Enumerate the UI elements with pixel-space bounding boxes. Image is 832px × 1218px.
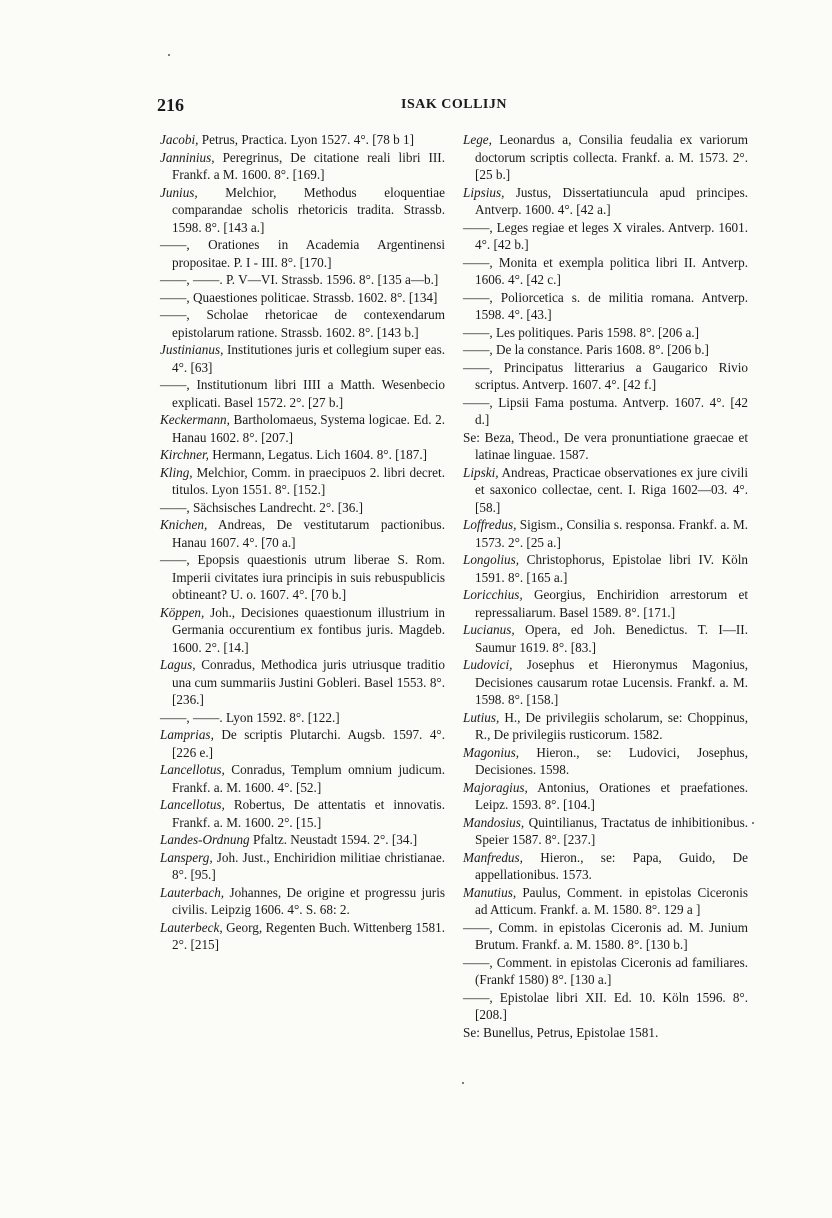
entry-text: Se: Beza, Theod., De vera pronuntiatione graecae et latinae linguae. 1587. — [463, 429, 748, 462]
bibliography-entry — [160, 236, 445, 271]
entry-author: Ludovici, — [463, 657, 513, 672]
entry-author: Lamprias, — [160, 727, 214, 742]
bibliography-entry — [463, 464, 748, 517]
entry-text: ——, Principatus litterarius a Gaugarico Rivio scriptus. Antverp. 1607. 4°. [42 f.] — [463, 359, 748, 392]
bibliography-entry — [463, 394, 748, 429]
entry-text: Bartholomaeus, Systema logicae. Ed. 2. Hanau 1602. 8°. [207.] — [172, 412, 445, 445]
bibliography-entry — [463, 814, 748, 849]
bibliography-entry — [160, 849, 445, 884]
bibliography-entry — [463, 919, 748, 954]
entry-text: Robertus, De attentatis et innovatis. Frankf. a. M. 1600. 2°. [15.] — [172, 797, 445, 830]
entry-text: Antonius, Orationes et praefationes. Leipz. 1593. 8°. [104.] — [475, 779, 748, 812]
left-column — [160, 131, 445, 954]
bibliography-entry — [463, 709, 748, 744]
bibliography-entry — [463, 779, 748, 814]
bibliography-entry — [160, 446, 445, 464]
bibliography-entry — [463, 551, 748, 586]
entry-text: H., De privilegiis scholarum, se: Choppinus, R., De privilegiis rusticorum. 1582. — [475, 709, 748, 742]
entry-author: Lege, — [463, 132, 492, 147]
entry-text: ——, De la constance. Paris 1608. 8°. [206 b.] — [463, 342, 709, 357]
bibliography-entry — [160, 831, 445, 849]
entry-text: ——, Epistolae libri XII. Ed. 10. Köln 1596. 8°. [208.] — [463, 989, 748, 1022]
entry-author: Lauterbach, — [160, 884, 225, 900]
bibliography-entry — [463, 341, 748, 359]
entry-text: Conradus, Templum omnium judicum. Frankf. a. M. 1600. 4°. [52.] — [172, 762, 445, 795]
bibliography-entry — [463, 884, 748, 919]
bibliography-entry — [160, 604, 445, 657]
entry-text: Joh., Decisiones quaestionum illustrium in Germania occurentium ex fontibus juris. Magdeb. 1600. 2°. [14.] — [172, 604, 445, 655]
bibliography-entry — [160, 131, 445, 149]
entry-text: ——, Epopsis quaestionis utrum liberae S. Rom. Imperii civitates iura principis in suis rebuspublicis obtineant? U. o. 1607. 4°. [70 b.] — [160, 552, 445, 602]
entry-author: Keckermann, — [160, 412, 230, 427]
entry-text: ——, Comment. in epistolas Ciceronis ad familiares. (Frankf 1580) 8°. [130 a.] — [463, 954, 748, 987]
bibliography-entry — [160, 376, 445, 411]
entry-text: ——, Lipsii Fama postuma. Antverp. 1607. 4°. [42 d.] — [463, 394, 748, 427]
entry-text: ——, ——. Lyon 1592. 8°. [122.] — [160, 709, 340, 725]
bibliography-entry — [160, 796, 445, 831]
entry-text: Andreas, Practicae observationes ex jure civili et saxonico collectae, cent. I. Riga 1602—03. 4°. [58.] — [475, 464, 748, 515]
bibliography-entry — [160, 184, 445, 237]
page-header — [157, 95, 752, 117]
entry-author: Loricchius, — [463, 587, 523, 602]
page-number: 216 — [157, 95, 184, 115]
entry-text: Joh. Just., Enchiridion militiae christianae. 8°. [95.] — [172, 849, 445, 882]
entry-text: Georg, Regenten Buch. Wittenberg 1581. 2°. [215] — [172, 919, 445, 952]
entry-author: Junius, — [160, 184, 198, 200]
entry-text: ——, Sächsisches Landrecht. 2°. [36.] — [160, 499, 364, 515]
bibliography-entry — [160, 271, 445, 289]
entry-text: Peregrinus, De citatione reali libri III. Frankf. a M. 1600. 8°. [169.] — [172, 149, 445, 182]
entry-author: Lutius, — [463, 709, 500, 725]
bibliography-entry — [463, 849, 748, 884]
entry-text: Leonardus a, Consilia feudalia ex variorum doctorum scriptis collecta. Frankf. a. M. 1573. 2°. [25 b.] — [475, 132, 748, 182]
entry-author: Manfredus, — [463, 849, 523, 865]
entry-text: Justus, Dissertatiuncula apud principes. Antverp. 1600. 4°. [42 a.] — [475, 184, 748, 217]
bibliography-entry — [463, 289, 748, 324]
bibliography-entry — [463, 1024, 748, 1042]
bibliography-entry — [463, 131, 748, 184]
bibliography-entry — [463, 656, 748, 709]
entry-author: Loffredus, — [463, 517, 517, 532]
entry-author: Jacobi, — [160, 132, 199, 147]
entry-text: Institutiones juris et collegium super eas. 4°. [63] — [172, 342, 445, 375]
entry-text: Hieron., se: Ludovici, Josephus, Decisiones. 1598. — [475, 744, 748, 777]
bibliography-entry — [160, 306, 445, 341]
bibliography-entry — [160, 726, 445, 761]
entry-text: ——, Monita et exempla politica libri II. Antverp. 1606. 4°. [42 c.] — [463, 254, 748, 287]
paper-speck — [168, 54, 170, 56]
bibliography-entry — [160, 656, 445, 709]
entry-author: Köppen, — [160, 604, 205, 620]
entry-text: Paulus, Comment. in epistolas Ciceronis ad Atticum. Frankf. a. M. 1580. 8°. 129 a ] — [475, 884, 748, 917]
entry-author: Lancellotus, — [160, 762, 225, 777]
bibliography-entry — [463, 586, 748, 621]
entry-text: ——, Leges regiae et leges X virales. Antverp. 1601. 4°. [42 b.] — [463, 219, 748, 252]
bibliography-entry — [160, 341, 445, 376]
bibliography-entry — [160, 551, 445, 604]
bibliography-entry — [463, 744, 748, 779]
entry-text: Sigism., Consilia s. responsa. Frankf. a. M. 1573. 2°. [25 a.] — [475, 517, 748, 550]
entry-text: De scriptis Plutarchi. Augsb. 1597. 4°. [226 e.] — [172, 727, 445, 760]
entry-text: Conradus, Methodica juris utriusque traditio una cum summariis Justini Gobleri. Basel 1553. 8°. [236.] — [172, 657, 445, 707]
entry-author: Manutius, — [463, 884, 517, 900]
bibliography-entry — [463, 621, 748, 656]
bibliography-entry — [463, 429, 748, 464]
entry-author: Magonius, — [463, 744, 520, 760]
entry-text: Melchior, Methodus eloquentiae comparandae scholis rhetoricis tradita. Strassb. 1598. 8°. [143 a.] — [172, 184, 445, 235]
entry-text: Georgius, Enchiridion arrestorum et repressaliarum. Basel 1589. 8°. [171.] — [475, 587, 748, 620]
entry-author: Kirchner, — [160, 447, 209, 462]
bibliography-entry — [463, 989, 748, 1024]
entry-text: ——, Institutionum libri IIII a Matth. Wesenbecio explicati. Basel 1572. 2°. [27 b.] — [160, 377, 445, 410]
entry-author: Knichen, — [160, 517, 208, 532]
entry-text: ——, Scholae rhetoricae de contexendarum epistolarum ratione. Strassb. 1602. 8°. [143 b.] — [160, 307, 445, 340]
entry-text: Hermann, Legatus. Lich 1604. 8°. [187.] — [208, 447, 428, 462]
entry-author: Lancellotus, — [160, 797, 225, 812]
entry-text: Petrus, Practica. Lyon 1527. 4°. [78 b 1] — [198, 132, 414, 147]
entry-text: ——, Comm. in epistolas Ciceronis ad. M. Junium Brutum. Frankf. a. M. 1580. 8°. [130 b.] — [463, 919, 748, 952]
entry-author: Lauterbeck, — [160, 919, 223, 935]
entry-text: ——, Poliorcetica s. de militia romana. Antverp. 1598. 4°. [43.] — [463, 289, 748, 322]
entry-author: Lipsius, — [463, 184, 505, 200]
entry-author: Longolius, — [463, 552, 520, 567]
entry-author: Majoragius, — [463, 779, 528, 795]
bibliography-entry — [160, 149, 445, 184]
bibliography-entry — [160, 289, 445, 307]
entry-text: ——, Les politiques. Paris 1598. 8°. [206 a.] — [463, 324, 700, 340]
paper-speck — [752, 822, 754, 824]
bibliography-entry — [463, 954, 748, 989]
bibliography-entry — [463, 219, 748, 254]
entry-author: Kling, — [160, 464, 193, 480]
bibliography-entry — [463, 359, 748, 394]
entry-text: ——, Orationes in Academia Argentinensi propositae. P. I - III. 8°. [170.] — [160, 237, 445, 270]
entry-author: Landes-Ordnung — [160, 832, 250, 847]
bibliography-entry — [160, 709, 445, 727]
bibliography-entry — [160, 919, 445, 954]
running-title: ISAK COLLIJN — [401, 97, 507, 112]
bibliography-entry — [463, 516, 748, 551]
entry-author: Lipski, — [463, 464, 499, 480]
entry-author: Lucianus, — [463, 622, 515, 637]
entry-text: Andreas, De vestitutarum pactionibus. Hanau 1607. 4°. [70 a.] — [172, 517, 445, 550]
entry-author: Janninius, — [160, 149, 215, 165]
entry-text: Quintilianus, Tractatus de inhibitionibus. Speier 1587. 8°. [237.] — [475, 814, 748, 847]
entry-text: Se: Bunellus, Petrus, Epistolae 1581. — [463, 1024, 659, 1040]
entry-text: ——, ——. P. V—VI. Strassb. 1596. 8°. [135 a—b.] — [160, 272, 439, 287]
bibliography-entry — [160, 411, 445, 446]
right-column — [463, 131, 748, 1041]
entry-text: Johannes, De origine et progressu juris civilis. Leipzig 1606. 4°. S. 68: 2. — [172, 884, 445, 917]
entry-author: Mandosius, — [463, 814, 525, 830]
bibliography-entry — [160, 499, 445, 517]
bibliography-entry — [463, 184, 748, 219]
entry-text: Pfaltz. Neustadt 1594. 2°. [34.] — [249, 832, 418, 847]
bibliography-entry — [463, 324, 748, 342]
entry-author: Lagus, — [160, 657, 196, 672]
paper-speck — [462, 1082, 464, 1084]
bibliography-entry — [160, 516, 445, 551]
entry-text: ——, Quaestiones politicae. Strassb. 1602. 8°. [134] — [160, 289, 438, 305]
bibliography-entry — [160, 464, 445, 499]
entry-author: Justinianus, — [160, 342, 224, 357]
entry-author: Lansperg, — [160, 849, 213, 865]
entry-text: Josephus et Hieronymus Magonius, Decisiones causarum rotae Lucensis. Frankf. a. M. 1598. 8°. [158.] — [475, 657, 748, 707]
bibliography-entry — [160, 884, 445, 919]
entry-text: Christophorus, Epistolae libri IV. Köln 1591. 8°. [165 a.] — [475, 552, 748, 585]
bibliography-entry — [160, 761, 445, 796]
entry-text: Melchior, Comm. in praecipuos 2. libri decret. titulos. Lyon 1551. 8°. [152.] — [172, 464, 445, 497]
entry-text: Opera, ed Joh. Benedictus. T. I—II. Saumur 1619. 8°. [83.] — [475, 622, 748, 655]
entry-text: Hieron., se: Papa, Guido, De appellationibus. 1573. — [475, 849, 748, 882]
bibliography-entry — [463, 254, 748, 289]
